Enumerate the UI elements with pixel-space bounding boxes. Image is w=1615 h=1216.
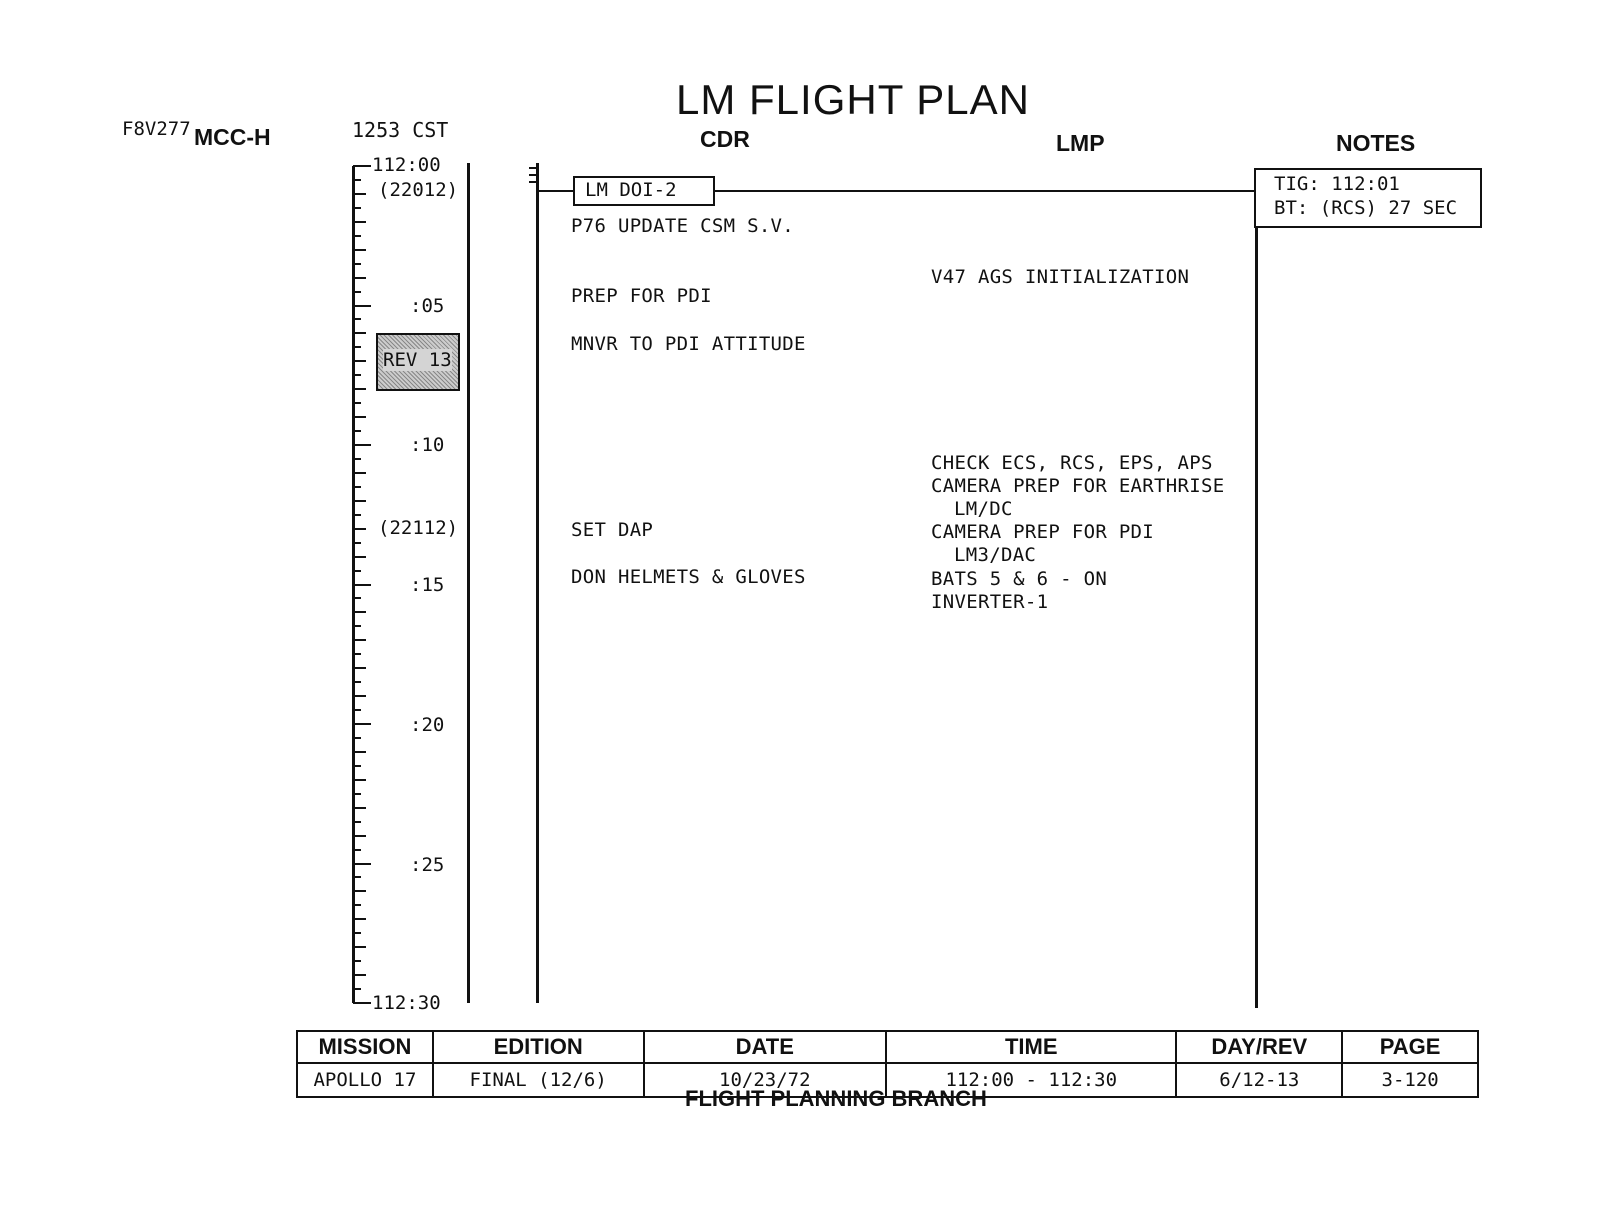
divider-cdr-left: [536, 163, 539, 1003]
time-tick: [353, 556, 366, 558]
time-tick: [353, 249, 366, 251]
time-tick: [353, 597, 361, 599]
lmp-lm3-dac: LM3/DAC: [954, 544, 1037, 566]
time-tick: [353, 779, 366, 781]
time-tick: [353, 528, 366, 530]
cdr-mnvr-pdi: MNVR TO PDI ATTITUDE: [571, 333, 806, 355]
time-tick: [353, 584, 371, 586]
cdr-p76-update: P76 UPDATE CSM S.V.: [571, 215, 795, 237]
notes-bt: BT: (RCS) 27 SEC: [1274, 197, 1458, 219]
time-tick: [353, 946, 366, 948]
time-tick: [353, 751, 366, 753]
footer-edition: FINAL (12/6): [433, 1063, 644, 1097]
time-tick: [353, 542, 361, 544]
divider-notes: [1255, 168, 1258, 1008]
time-tick: [353, 932, 361, 934]
time-tick: [353, 667, 366, 669]
column-header-notes: NOTES: [1336, 130, 1416, 156]
time-25-label: :25: [410, 854, 445, 876]
lmp-camera-earthrise: CAMERA PREP FOR EARTHRISE: [931, 475, 1225, 497]
time-tick: [353, 458, 361, 460]
cdr-don-helmets: DON HELMETS & GLOVES: [571, 566, 806, 588]
org-label: MCC-H: [194, 124, 271, 150]
footer-time: 112:00 - 112:30: [886, 1063, 1176, 1097]
footer-header-date: DATE: [644, 1031, 887, 1063]
time-tick: [353, 179, 361, 181]
time-tick: [353, 207, 361, 209]
time-tick: [353, 890, 366, 892]
time-10-label: :10: [410, 434, 445, 456]
time-tick: [353, 402, 361, 404]
time-tick: [353, 388, 366, 390]
time-end-label: 112:30: [372, 992, 441, 1014]
footer-header-page: PAGE: [1342, 1031, 1478, 1063]
column-header-cdr: CDR: [700, 126, 750, 152]
time-tick: [353, 346, 361, 348]
cdr-set-dap: SET DAP: [571, 519, 654, 541]
time-tick: [353, 821, 361, 823]
time-tick: [353, 765, 361, 767]
time-start-label: 112:00: [372, 154, 441, 176]
time-tick: [353, 988, 361, 990]
time-tick: [353, 695, 366, 697]
time-tick: [353, 374, 361, 376]
time-tick: [353, 291, 361, 293]
lmp-camera-pdi: CAMERA PREP FOR PDI: [931, 521, 1155, 543]
lmp-bats-on: BATS 5 & 6 - ON: [931, 568, 1108, 590]
lmp-check-systems: CHECK ECS, RCS, EPS, APS: [931, 452, 1213, 474]
lmp-inverter: INVERTER-1: [931, 591, 1049, 613]
time-tick: [353, 221, 366, 223]
column-header-lmp: LMP: [1056, 130, 1105, 156]
time-tick: [353, 277, 366, 279]
time-tick: [353, 974, 366, 976]
time-tick: [353, 444, 371, 446]
time-tick: [353, 570, 361, 572]
time-tick: [353, 360, 366, 362]
time-tick: [353, 849, 361, 851]
time-tick: [353, 960, 361, 962]
divider-time-cdr: [467, 163, 470, 1003]
time-tick: [353, 430, 361, 432]
time-tick: [353, 305, 371, 307]
rev-13-label: REV 13: [383, 349, 452, 371]
footer-header-time: TIME: [886, 1031, 1176, 1063]
footer-header-mission: MISSION: [297, 1031, 433, 1063]
time-tick: [353, 500, 366, 502]
document-id: F8V277: [122, 118, 191, 140]
time-tick: [353, 835, 366, 837]
notes-tig: TIG: 112:01: [1274, 173, 1400, 195]
cdr-prep-pdi: PREP FOR PDI: [571, 285, 712, 307]
time-tick: [353, 235, 361, 237]
time-15-label: :15: [410, 574, 445, 596]
time-tick: [353, 653, 361, 655]
time-tick: [353, 639, 366, 641]
time-tick: [353, 681, 361, 683]
time-tick: [353, 263, 361, 265]
local-time: 1253 CST: [352, 118, 449, 142]
time-20-label: :20: [410, 714, 445, 736]
time-start-rev-label: (22012): [378, 179, 459, 201]
time-05-label: :05: [410, 295, 445, 317]
time-tick: [353, 318, 361, 320]
footer-page: 3-120: [1342, 1063, 1478, 1097]
footer-mission: APOLLO 17: [297, 1063, 433, 1097]
time-tick: [353, 807, 366, 809]
divider-mark: [529, 167, 537, 169]
footer-header-day-rev: DAY/REV: [1176, 1031, 1342, 1063]
time-tick: [353, 193, 366, 195]
footer-header-edition: EDITION: [433, 1031, 644, 1063]
notes-box: [1254, 168, 1482, 228]
time-tick: [353, 1002, 371, 1004]
footer-day-rev: 6/12-13: [1176, 1063, 1342, 1097]
time-tick: [353, 709, 361, 711]
lmp-v47-ags: V47 AGS INITIALIZATION: [931, 266, 1190, 288]
rev-13-marker: [376, 333, 460, 391]
divider-mark: [529, 181, 537, 183]
event-box-lm-doi-2: [573, 176, 715, 206]
time-tick: [353, 165, 371, 167]
page-title: LM FLIGHT PLAN: [676, 76, 1030, 123]
footer-date: 10/23/72: [644, 1063, 887, 1097]
time-mid-rev-label: (22112): [378, 517, 459, 539]
time-tick: [353, 625, 361, 627]
time-tick: [353, 904, 361, 906]
event-lm-doi-2-label: LM DOI-2: [585, 179, 677, 201]
time-tick: [353, 863, 371, 865]
time-tick: [353, 737, 361, 739]
footer-branch: FLIGHT PLANNING BRANCH: [685, 1086, 987, 1111]
time-tick: [353, 416, 366, 418]
time-tick: [353, 332, 366, 334]
time-tick: [353, 486, 361, 488]
time-tick: [353, 793, 361, 795]
time-tick: [353, 876, 361, 878]
time-tick: [353, 918, 366, 920]
lmp-lm-dc: LM/DC: [954, 498, 1013, 520]
time-tick: [353, 723, 371, 725]
divider-mark: [529, 174, 537, 176]
time-tick: [353, 611, 366, 613]
time-tick: [353, 514, 361, 516]
time-tick: [353, 472, 366, 474]
